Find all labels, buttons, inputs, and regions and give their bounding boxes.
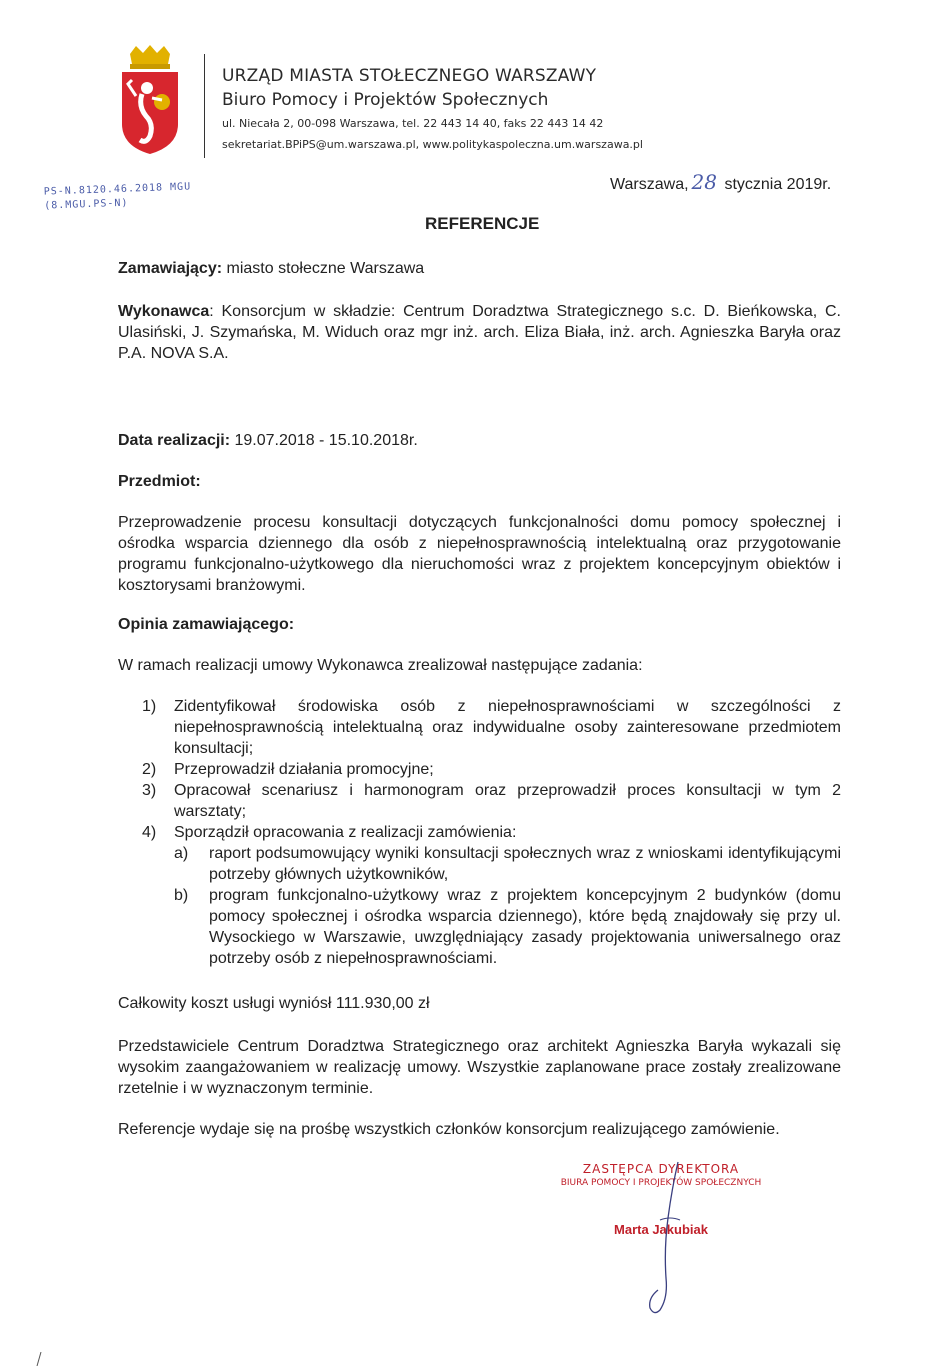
office-name: Biuro Pomocy i Projektów Społecznych bbox=[222, 90, 549, 110]
list-item-number: 3) bbox=[142, 782, 157, 799]
subject-label: Przedmiot: bbox=[118, 473, 201, 490]
sub-list-item-letter: b) bbox=[174, 887, 189, 904]
contractor-label: Wykonawca bbox=[118, 303, 210, 320]
client-value: miasto stołeczne Warszawa bbox=[222, 260, 425, 277]
handwritten-reference-line2: (8.MGU.PS-N) bbox=[44, 197, 129, 212]
list-item bbox=[118, 759, 841, 780]
subject-text: Przeprowadzenie procesu konsultacji dotyczących funkcjonalności domu pomocy społecznej i ośrodka wsparcia dziennego dla osób z niepełnosprawnością intelektualną oraz przygotowanie programu funkcjonalno-użytkowego dla nieruchomości wraz z projektem koncepcyjnym obiektów i kosztorysami branżowymi. bbox=[118, 514, 841, 594]
client-line bbox=[118, 258, 841, 279]
list-item-number: 2) bbox=[142, 761, 157, 778]
warsaw-coat-of-arms-icon bbox=[116, 44, 184, 156]
date-day-handwritten: 28 bbox=[691, 170, 717, 194]
list-item-number: 4) bbox=[142, 824, 157, 841]
handwritten-reference bbox=[44, 180, 192, 213]
stamp-signatory-name: Marta Jakubiak bbox=[614, 1222, 708, 1237]
opinion-intro: W ramach realizacji umowy Wykonawca zrealizował następujące zadania: bbox=[118, 657, 643, 674]
sub-list-item-text: raport podsumowujący wyniki konsultacji społecznych wraz z wnioskami identyfikującymi potrzeby głównych użytkowników, bbox=[209, 845, 841, 883]
stamp-title: ZASTĘPCA DYREKTORA bbox=[582, 1162, 740, 1176]
client-label: Zamawiający: bbox=[118, 260, 223, 277]
praise-paragraph: Przedstawiciele Centrum Doradztwa Strategicznego oraz architekt Agnieszka Baryła wykazali się wysokim zaangażowaniem w realizację umowy. Wszystkie zaplanowane prace zostały zrealizowane rzetelnie i w wyznaczonym terminie. bbox=[118, 1038, 841, 1097]
contractor-paragraph bbox=[118, 301, 841, 364]
office-contacts: sekretariat.BPiPS@um.warszawa.pl, www.politykaspoleczna.um.warszawa.pl bbox=[222, 138, 643, 151]
list-item bbox=[118, 696, 841, 759]
letter-body bbox=[118, 258, 841, 1140]
list-item-text: Opracował scenariusz i harmonogram oraz przeprowadził proces konsultacji w tym 2 warsztaty; bbox=[174, 782, 841, 820]
task-list bbox=[118, 696, 841, 969]
sub-task-list bbox=[174, 843, 841, 969]
handwritten-signature-icon bbox=[620, 1158, 700, 1318]
opinion-label: Opinia zamawiającego: bbox=[118, 616, 295, 633]
stamp-office: BIURA POMOCY I PROJEKTÓW SPOŁECZNYCH bbox=[560, 1178, 762, 1188]
sub-list-item-letter: a) bbox=[174, 845, 189, 862]
list-item bbox=[118, 780, 841, 822]
contractor-value: : Konsorcjum w składzie: Centrum Doradztwa Strategicznego s.c. D. Bieńkowska, C. Ulasiński, J. Szymańska, M. Widuch oraz mgr inż. arch. Eliza Biała, inż. arch. Agnieszka Baryła oraz P.A. NOVA S.A. bbox=[118, 303, 841, 362]
date-prefix: Warszawa, bbox=[610, 176, 689, 193]
office-address: ul. Niecała 2, 00-098 Warszawa, tel. 22 443 14 40, faks 22 443 14 42 bbox=[222, 117, 604, 130]
closing-sentence: Referencje wydaje się na prośbę wszystkich członków konsorcjum realizującego zamówienie. bbox=[118, 1121, 780, 1138]
date-suffix: stycznia 2019r. bbox=[724, 176, 832, 193]
total-cost: Całkowity koszt usługi wyniósł 111.930,00 zł bbox=[118, 995, 430, 1012]
realization-line bbox=[118, 430, 841, 451]
sub-list-item bbox=[174, 885, 841, 969]
pen-mark-icon bbox=[36, 1352, 42, 1366]
list-item-text: Sporządził opracowania z realizacji zamówienia: bbox=[174, 824, 517, 841]
document-title: REFERENCJE bbox=[425, 214, 540, 233]
list-item-text: Zidentyfikował środowiska osób z niepełnosprawnościami w szczególności z niepełnosprawnością intelektualną oraz indywidualne osoby zainteresowane przedmiotem konsultacji; bbox=[174, 698, 841, 757]
sub-list-item-text: program funkcjonalno-użytkowy wraz z projektem koncepcyjnym 2 budynków (domu pomocy społecznej i ośrodka wsparcia dziennego), które będą znajdowały się przy ul. Wysockiego w Warszawie, uwzględniający zasady projektowania uniwersalnego oraz potrzeby osób z niepełnosprawnościami. bbox=[209, 887, 841, 967]
org-name: URZĄD MIASTA STOŁECZNEGO WARSZAWY bbox=[222, 66, 597, 86]
list-item-text: Przeprowadził działania promocyjne; bbox=[174, 761, 434, 778]
list-item-number: 1) bbox=[142, 698, 157, 715]
handwritten-reference-line1: PS-N.8120.46.2018 MGU bbox=[43, 181, 192, 198]
realization-value: 19.07.2018 - 15.10.2018r. bbox=[230, 432, 418, 449]
realization-label: Data realizacji: bbox=[118, 432, 231, 449]
sub-list-item bbox=[174, 843, 841, 885]
header-divider bbox=[204, 54, 205, 158]
letterhead bbox=[222, 64, 643, 154]
list-item bbox=[118, 822, 841, 969]
date-line bbox=[610, 170, 831, 194]
